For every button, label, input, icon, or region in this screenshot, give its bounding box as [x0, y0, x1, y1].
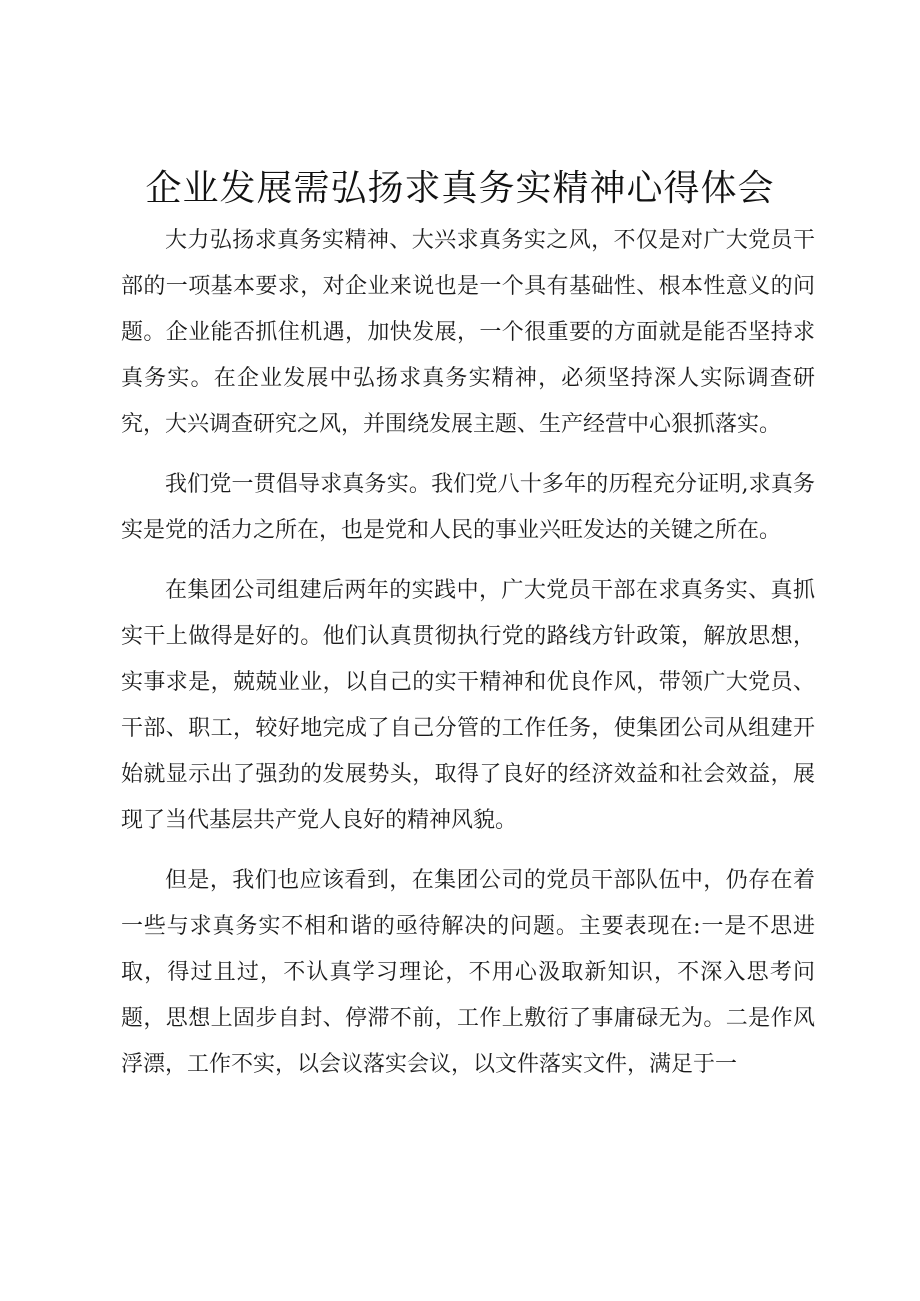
document-body	[121, 218, 815, 1102]
paragraph-1: 大力弘扬求真务实精神、大兴求真务实之风，不仅是对广大党员干部的一项基本要求，对企业来说也是一个具有基础性、根本性意义的问题。企业能否抓住机遇，加快发展，一个很重要的方面就是能否坚持求真务实。在企业发展中弘扬求真务实精神，必须坚持深人实际调查研究，大兴调查研究之风，并围绕发展主题、生产经营中心狠抓落实。	[121, 228, 815, 437]
paragraph-4: 但是，我们也应该看到，在集团公司的党员干部队伍中，仍存在着一些与求真务实不相和谐的亟待解决的问题。主要表现在:一是不思进取，得过且过，不认真学习理论，不用心汲取新知识，不深入思考问题，思想上固步自封、停滞不前，工作上敷衍了事庸碌无为。二是作风浮漂，工作不实，以会议落实会议，以文件落实文件，满足于一	[121, 868, 815, 1077]
paragraph-2: 我们党一贯倡导求真务实。我们党八十多年的历程充分证明,求真务实是党的活力之所在，也是党和人民的事业兴旺发达的关键之所在。	[121, 472, 815, 543]
paragraph-3: 在集团公司组建后两年的实践中，广大党员干部在求真务实、真抓实干上做得是好的。他们认真贯彻执行党的路线方针政策，解放思想，实事求是，兢兢业业，以自己的实干精神和优良作风，带领广大党员、干部、职工，较好地完成了自己分管的工作任务，使集团公司从组建开始就显示出了强劲的发展势头，取得了良好的经济效益和社会效益，展现了当代基层共产党人良好的精神风貌。	[121, 578, 815, 833]
document-title: 企业发展需弘扬求真务实精神心得体会	[145, 168, 775, 209]
